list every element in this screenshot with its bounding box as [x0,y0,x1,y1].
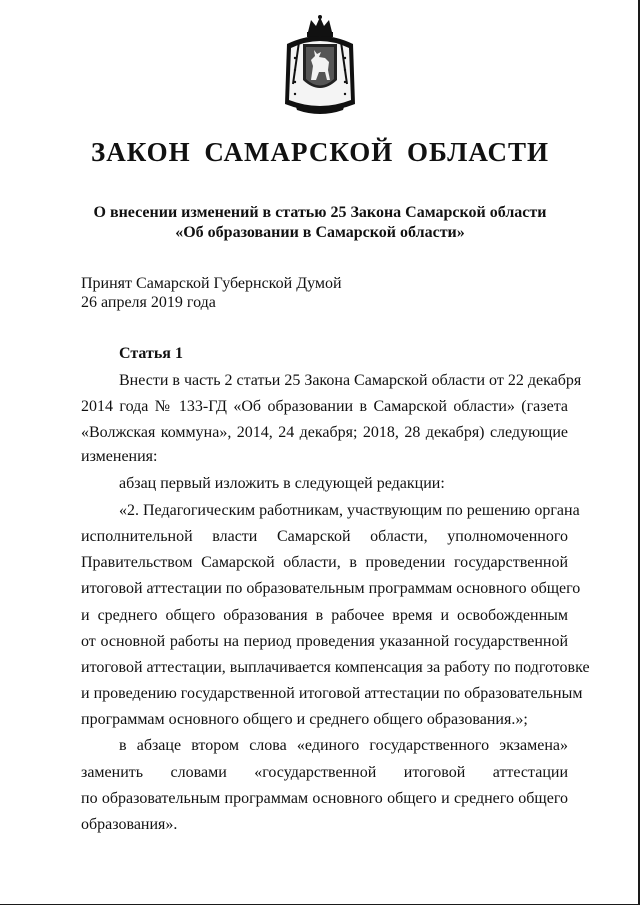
coat-of-arms-icon [281,14,359,116]
body-line: от основной работы на период проведения указанной государственной [81,633,568,650]
body-line: по образовательным программам основного общего и среднего общего [81,790,568,807]
adopted-by: Принят Самарской Губернской Думой [81,275,342,292]
body-line: итоговой аттестации, выплачивается компенсация за работу по подготовке [81,659,590,676]
body-line: итоговой аттестации по образовательным программам основного общего [81,580,581,597]
body-line: абзац первый изложить в следующей редакции: [119,475,445,492]
body-line: и проведению государственной итоговой аттестации по образовательным [81,685,583,702]
body-line: исполнительной власти Самарской области, уполномоченного [81,528,568,545]
body-line: Внести в часть 2 статьи 25 Закона Самарской области от 22 декабря [119,372,582,389]
body-line: Правительством Самарской области, в проведении государственной [81,554,568,571]
body-line: «Волжская коммуна», 2014, 24 декабря; 2018, 28 декабря) следующие [81,424,568,441]
body-line: программам основного общего и среднего общего образования.»; [81,711,528,728]
body-line: заменить словами «государственной итоговой аттестации [81,764,568,781]
article-heading: Статья 1 [119,345,183,362]
document-subtitle-line-1: О внесении изменений в статью 25 Закона Самарской области [93,204,547,221]
adopted-date: 26 апреля 2019 года [81,294,216,311]
body-line: в абзаце втором слова «единого государственного экзамена» [119,737,568,754]
body-line: изменения: [81,448,158,465]
document-title: ЗАКОН САМАРСКОЙ ОБЛАСТИ [91,137,549,167]
document-subtitle-line-2: «Об образовании в Самарской области» [175,224,465,241]
body-line: 2014 года № 133-ГД «Об образовании в Самарской области» (газета [81,398,568,415]
body-line: и среднего общего образования в рабочее время и освобожденным [81,607,568,624]
body-line: «2. Педагогическим работникам, участвующим по решению органа [119,502,580,519]
body-line: образования». [81,816,178,833]
